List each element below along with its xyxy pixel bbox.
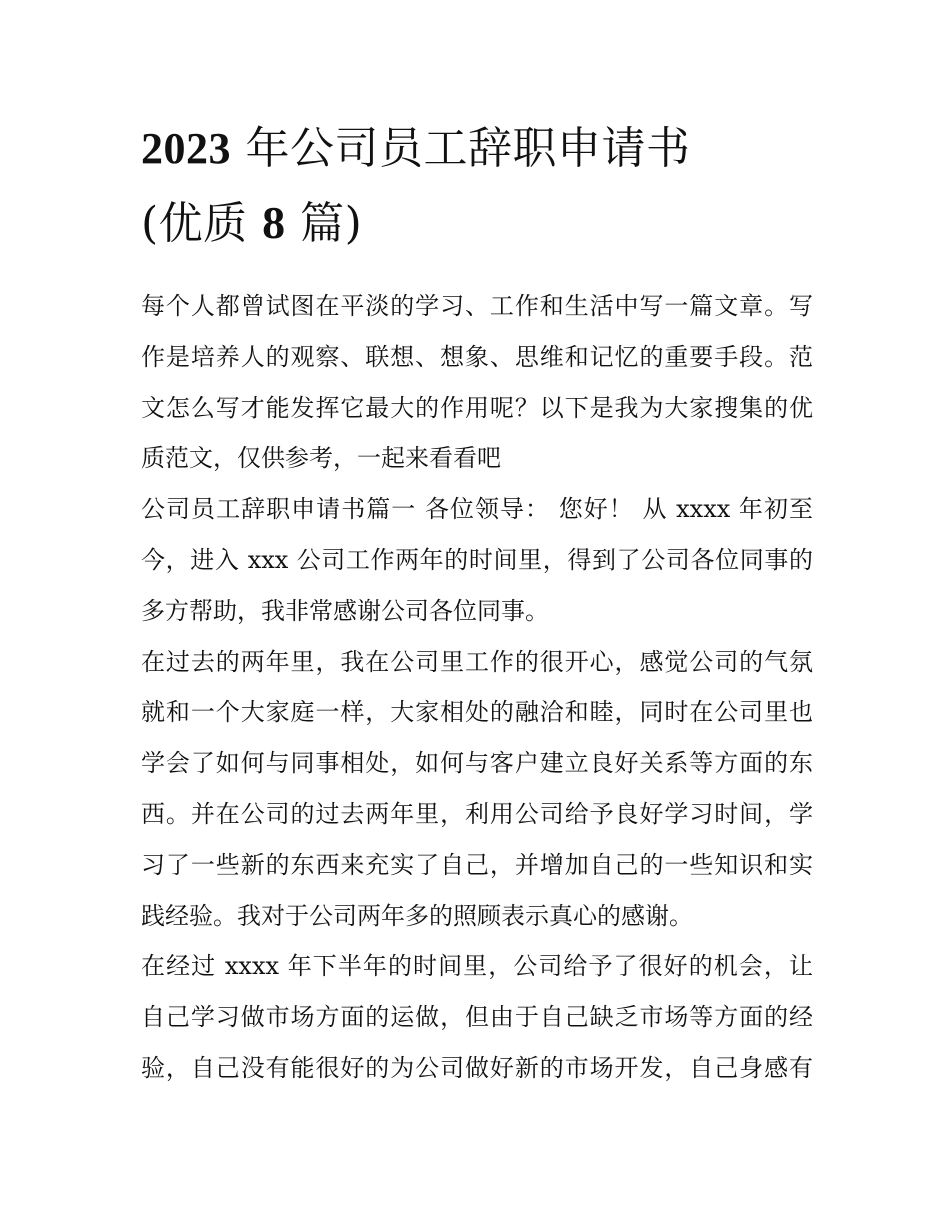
title-qualifier-close: 篇) [300,198,363,249]
text-line: 习了一些新的东西来充实了自己，并增加自己的一些知识和实 [141,850,813,879]
document-body [141,281,813,1094]
document-title [141,112,813,261]
title-line-1 [141,112,813,186]
title-year: 2023 [141,124,231,173]
text-line: 验，自己没有能很好的为公司做好新的市场开发，自己身感有 [141,1053,813,1082]
paragraph-market-work [141,941,813,1093]
paragraph-past-two-years [141,637,813,942]
text-line: 践经验。我对于公司两年多的照顾表示真心的感谢。 [141,901,693,930]
text-line: 在经过 xxxx 年下半年的时间里，公司给予了很好的机会，让 [141,952,813,981]
title-count: 8 [262,197,286,248]
title-qualifier-open: (优质 [141,198,248,249]
text-line: 质范文，仅供参考，一起来看看吧 [141,444,501,473]
title-text: 年公司员工辞职申请书 [245,123,691,174]
text-line: 自己学习做市场方面的运做，但由于自己缺乏市场等方面的经 [141,1003,813,1032]
text-line: 多方帮助，我非常感谢公司各位同事。 [141,596,549,625]
title-line-2 [141,186,813,261]
text-line: 今，进入 xxx 公司工作两年的时间里，得到了公司各位同事的 [141,545,813,574]
text-line: 在过去的两年里，我在公司里工作的很开心，感觉公司的气氛 [141,647,813,676]
text-line: 公司员工辞职申请书篇一 各位领导： 您好！ 从 xxxx 年初至 [141,495,813,524]
text-line: 就和一个大家庭一样，大家相处的融洽和睦，同时在公司里也 [141,698,813,727]
text-line: 作是培养人的观察、联想、想象、思维和记忆的重要手段。范 [141,342,813,371]
paragraph-letter-opening [141,484,813,636]
text-line: 学会了如何与同事相处，如何与客户建立良好关系等方面的东 [141,749,813,778]
text-line: 西。并在公司的过去两年里，利用公司给予良好学习时间，学 [141,799,813,828]
paragraph-intro [141,281,813,484]
document-content [141,112,813,1094]
text-line: 文怎么写才能发挥它最大的作用呢？以下是我为大家搜集的优 [141,393,813,422]
text-line: 每个人都曾试图在平淡的学习、工作和生活中写一篇文章。写 [141,292,813,320]
